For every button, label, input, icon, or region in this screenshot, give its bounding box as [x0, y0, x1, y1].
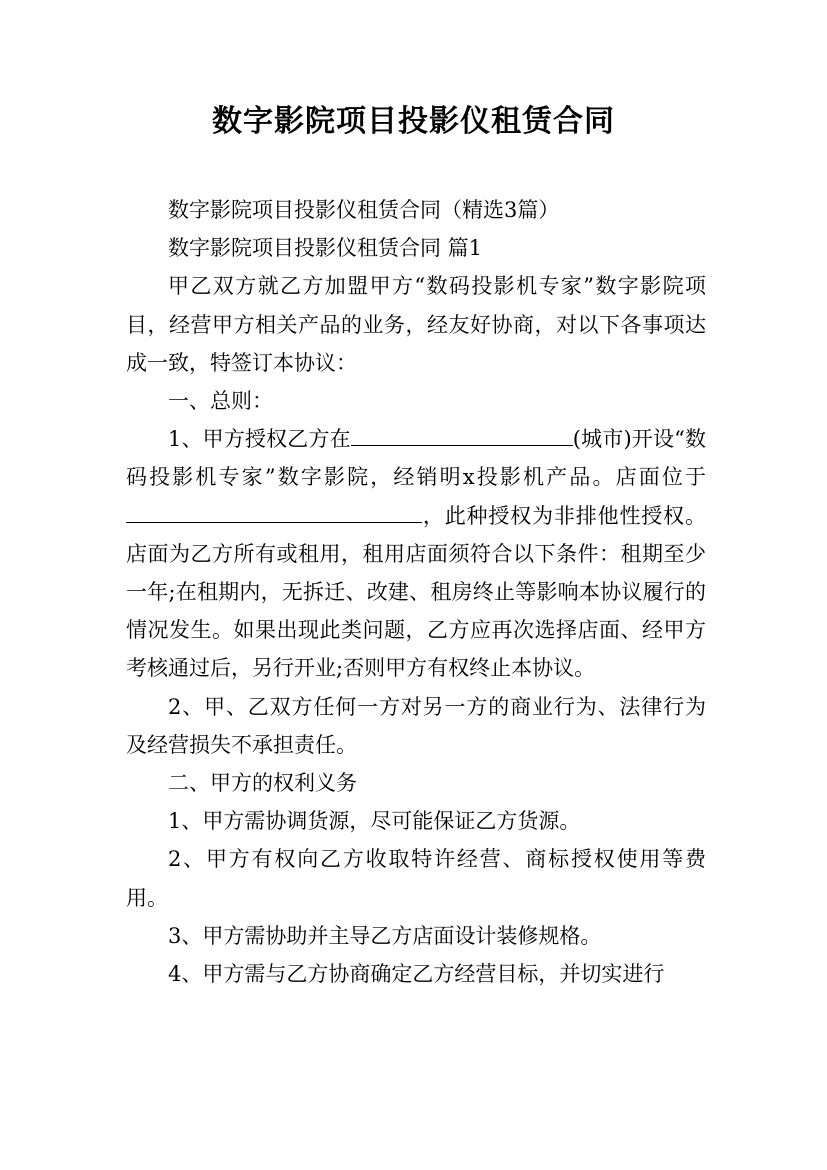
s2-item: 2、甲方有权向乙方收取特许经营、商标授权使用等费用。	[126, 847, 706, 910]
clause1-text-b: (城市)开设“数码投影机专家”数字影院，经销明x投影机产品。店面位于	[126, 427, 706, 490]
city-blank-field[interactable]	[351, 427, 573, 446]
clause1-paragraph	[126, 420, 706, 687]
s2-item: 1、甲方需协调货源，尽可能保证乙方货源。	[168, 809, 581, 834]
s2-item: 3、甲方需协助并主导乙方店面设计装修规格。	[168, 923, 602, 948]
intro-paragraph: 甲乙双方就乙方加盟甲方“数码投影机专家”数字影院项目，经营甲方相关产品的业务，经友好协商，对以下各事项达成一致，特签订本协议：	[126, 274, 706, 375]
section2-heading: 二、甲方的权利义务	[168, 771, 357, 796]
clause1-text-c: ，此种授权为非排他性授权。店面为乙方所有或租用，租用店面须符合以下条件：租期至少一年;在租期内，无拆迁、改建、租房终止等影响本协议履行的情况发生。如果出现此类问题，乙方应再次选择店面、经甲方考核通过后，另行开业;否则甲方有权终止本协议。	[126, 503, 706, 681]
document-subtitle: 数字影院项目投影仪租赁合同（精选3篇）	[168, 198, 560, 222]
s2-item: 4、甲方需与乙方协商确定乙方经营目标，并切实进行	[168, 962, 665, 987]
address-blank-field[interactable]	[126, 504, 422, 523]
clause2-paragraph: 2、甲、乙双方任何一方对另一方的商业行为、法律行为及经营损失不承担责任。	[126, 694, 706, 757]
clause1-text-a: 1、甲方授权乙方在	[168, 427, 351, 452]
part-heading: 数字影院项目投影仪租赁合同 篇1	[168, 236, 483, 261]
section1-heading: 一、总则：	[168, 389, 273, 414]
document-body	[126, 191, 706, 993]
document-title: 数字影院项目投影仪租赁合同	[212, 104, 615, 139]
